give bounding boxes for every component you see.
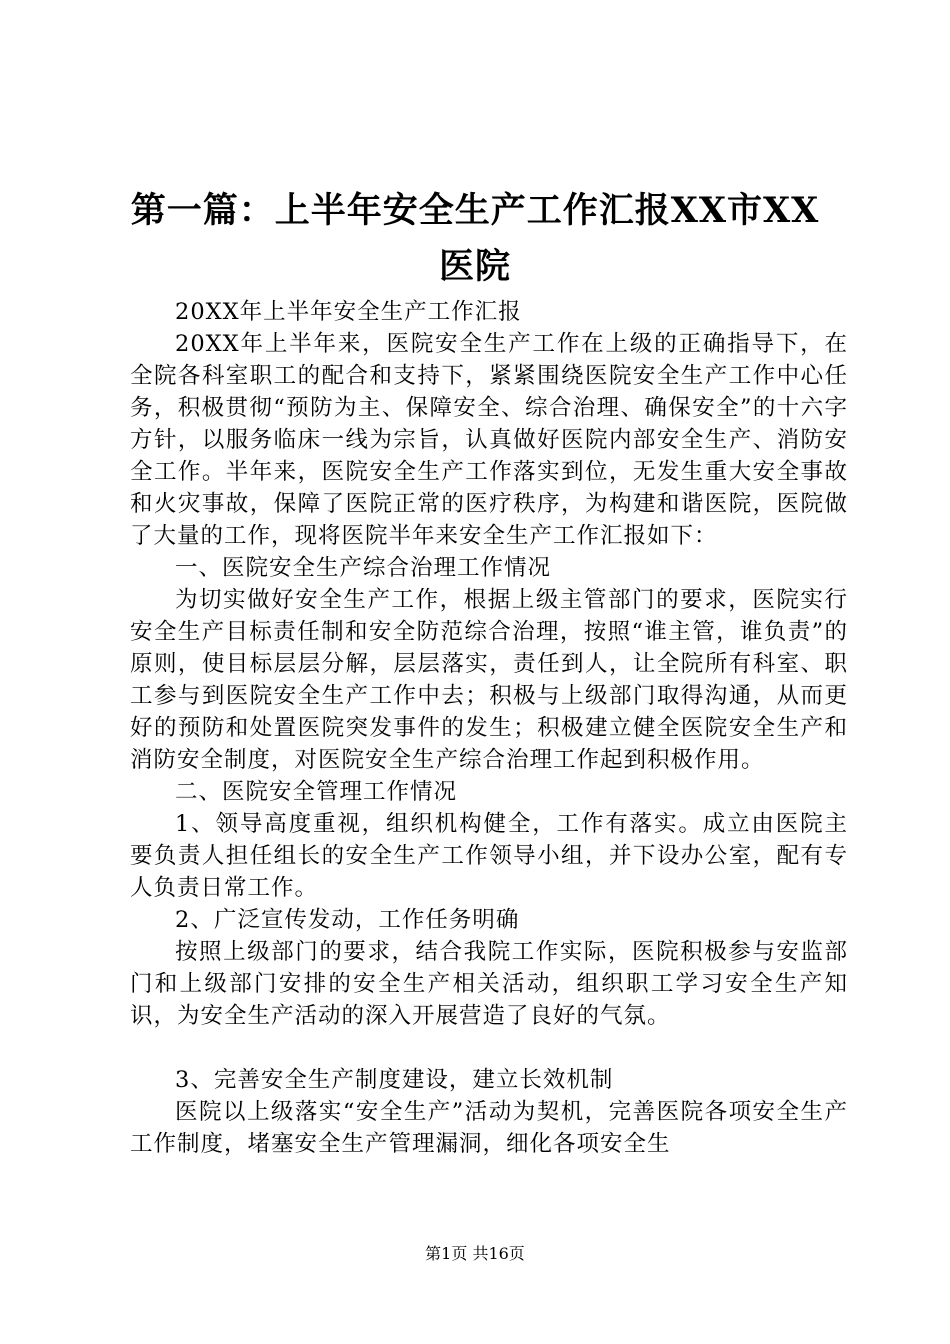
document-title: 第一篇：上半年安全生产工作汇报XX市XX医院 xyxy=(130,190,820,287)
intro-paragraph: 20XX年上半年来，医院安全生产工作在上级的正确指导下，在全院各科室职工的配合和支持下，紧紧围绕医院安全生产工作中心任务，积极贯彻“预防为主、保障安全、综合治理、确保安全”的十六字方针，以服务临床一线为宗旨，认真做好医院内部安全生产、消防安全工作。半年来，医院安全生产工作落实到位，无发生重大安全事故和火灾事故，保障了医院正常的医疗秩序，为构建和谐医院，医院做了大量的工作，现将医院半年来安全生产工作汇报如下： xyxy=(130,331,848,549)
item-3-paragraph: 医院以上级落实“安全生产”活动为契机，完善医院各项安全生产工作制度，堵塞安全生产管理漏洞，细化各项安全生 xyxy=(130,1099,848,1157)
page-footer: 第1页 共16页 xyxy=(425,1244,525,1263)
item-2-paragraph: 按照上级部门的要求，结合我院工作实际，医院积极参与安监部门和上级部门安排的安全生产相关活动，组织职工学习安全生产知识，为安全生产活动的深入开展营造了良好的气氛。 xyxy=(130,939,848,1029)
item-3-heading: 3、完善安全生产制度建设，建立长效机制 xyxy=(175,1067,614,1093)
section-heading-1: 一、医院安全生产综合治理工作情况 xyxy=(175,555,552,581)
item-1-paragraph: 1、领导高度重视，组织机构健全，工作有落实。成立由医院主要负责人担任组长的安全生产工作领导小组，并下设办公室，配有专人负责日常工作。 xyxy=(130,811,848,901)
document-body xyxy=(130,296,848,1160)
section-1-paragraph: 为切实做好安全生产工作，根据上级主管部门的要求，医院实行安全生产目标责任制和安全防范综合治理，按照“谁主管，谁负责”的原则，使目标层层分解，层层落实，责任到人，让全院所有科室、职工参与到医院安全生产工作中去；积极与上级部门取得沟通，从而更好的预防和处置医院突发事件的发生；积极建立健全医院安全生产和消防安全制度，对医院安全生产综合治理工作起到积极作用。 xyxy=(130,587,848,773)
report-subtitle: 20XX年上半年安全生产工作汇报 xyxy=(175,299,522,325)
section-heading-2: 二、医院安全管理工作情况 xyxy=(175,779,458,805)
item-2-heading: 2、广泛宣传发动，工作任务明确 xyxy=(175,907,520,933)
